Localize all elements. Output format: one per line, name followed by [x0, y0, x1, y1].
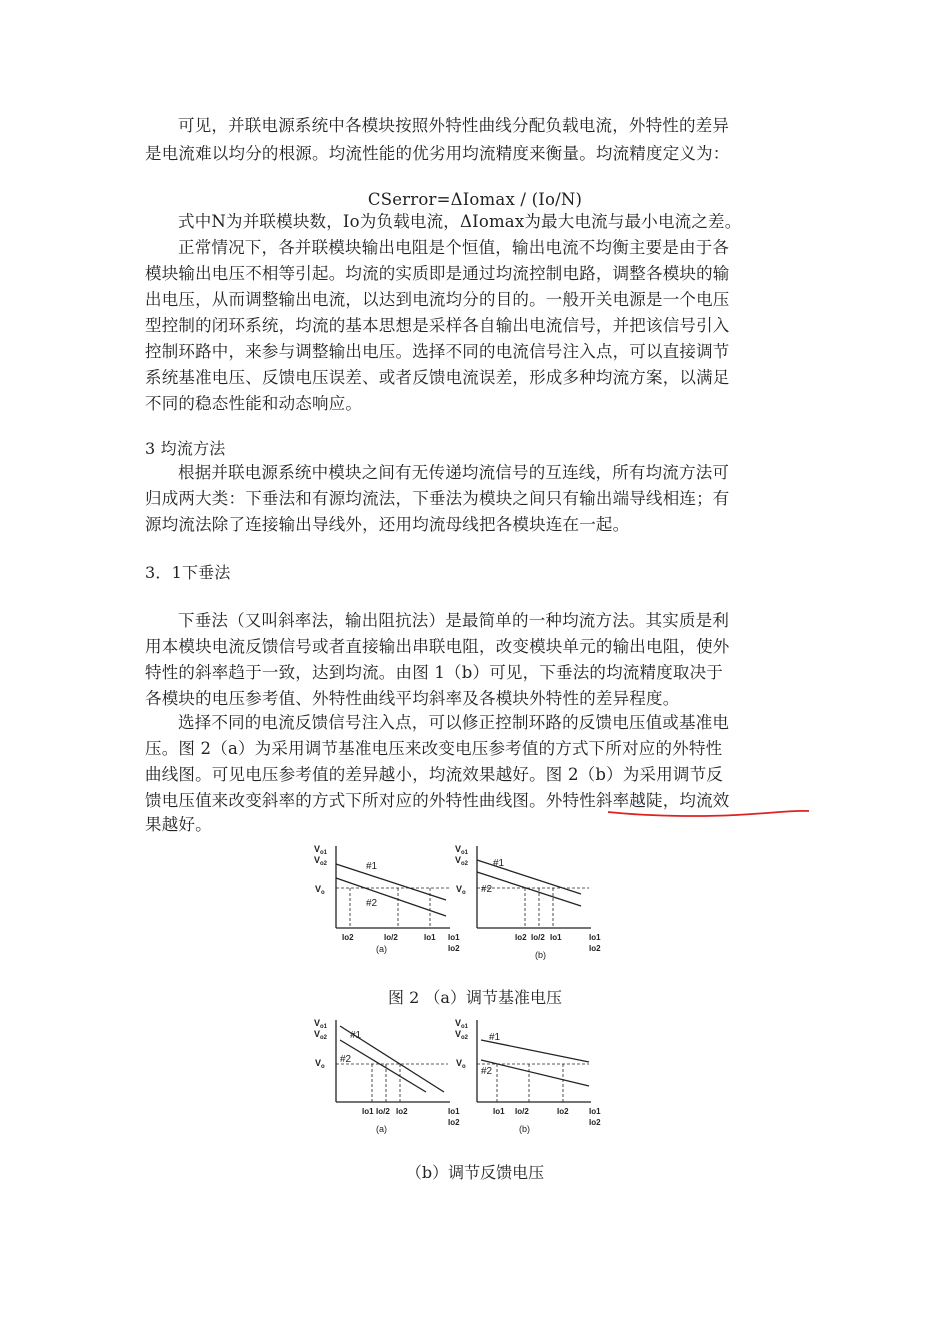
tick-label: Io/2: [531, 933, 545, 942]
curve-1-label: #1: [366, 861, 378, 872]
vo2-label: $V_{o2}$: [455, 855, 469, 867]
curve-2: [336, 878, 446, 916]
vo-label: $V_o$: [315, 1058, 325, 1070]
curve-1: [336, 864, 446, 900]
axis-label: Io2: [448, 944, 460, 953]
panel-tag: (b): [535, 950, 546, 960]
red-underline-annotation: [606, 806, 811, 820]
paragraph-line: 式中N为并联模块数，Io为负载电流，ΔIomax为最大电流与最小电流之差。: [178, 212, 742, 231]
section-heading: 3 均流方法: [145, 439, 226, 458]
paragraph-line: 控制环路中，来参与调整输出电压。选择不同的电流信号注入点，可以直接调节: [145, 342, 730, 361]
vo-label: $V_o$: [315, 884, 325, 896]
paragraph-line: 型控制的闭环系统，均流的基本思想是采样各自输出电流信号，并把该信号引入: [145, 316, 730, 335]
curve-2-label: #2: [366, 898, 378, 909]
panel-tag: (a): [376, 1124, 387, 1134]
panel-b: [455, 844, 601, 960]
paragraph-line: 是电流难以均分的根源。均流性能的优劣用均流精度来衡量。均流精度定义为：: [145, 144, 730, 163]
curve-1: [481, 1040, 589, 1062]
paragraph-line: 曲线图。可见电压参考值的差异越小，均流效果越好。图 2（b）为采用调节反: [145, 765, 724, 784]
figure-caption: （b）调节反馈电压: [405, 1163, 545, 1182]
paragraph-line: 出电压，从而调整输出电流，以达到电流均分的目的。一般开关电源是一个电压: [145, 290, 730, 309]
section-heading: 3．1下垂法: [145, 563, 231, 582]
curve-2-label: #2: [481, 1066, 493, 1077]
tick-label: Io1: [424, 933, 436, 942]
paragraph-line: 模块输出电压不相等引起。均流的实质即是通过均流控制电路，调整各模块的输: [145, 264, 730, 283]
paragraph-line: 归成两大类：下垂法和有源均流法，下垂法为模块之间只有输出端导线相连；有: [145, 489, 730, 508]
tick-label: Io1: [493, 1107, 505, 1116]
figure-row-2: [310, 1016, 610, 1138]
axis-label: Io1: [448, 933, 460, 942]
axis-label: Io1: [589, 933, 601, 942]
paragraph-line: 系统基准电压、反馈电压误差、或者反馈电流误差，形成多种均流方案，以满足: [145, 368, 730, 387]
tick-label: Io1: [362, 1107, 374, 1116]
curve-2-label: #2: [481, 884, 493, 895]
paragraph-line: 果越好。: [145, 815, 212, 834]
vo1-label: $V_{o1}$: [455, 1018, 469, 1030]
figure-caption: 图 2 （a）调节基准电压: [388, 988, 562, 1007]
panel-a: [314, 844, 460, 954]
tick-label: Io2: [557, 1107, 569, 1116]
vo2-label: $V_{o2}$: [314, 855, 328, 867]
paragraph-line: 可见，并联电源系统中各模块按照外特性曲线分配负载电流，外特性的差异: [178, 116, 730, 135]
vo-label: $V_o$: [456, 884, 466, 896]
paragraph-line: 源均流法除了连接输出导线外，还用均流母线把各模块连在一起。: [145, 515, 630, 534]
axis-label: Io1: [589, 1107, 601, 1116]
paragraph-line: 各模块的电压参考值、外特性曲线平均斜率及各模块外特性的差异程度。: [145, 689, 680, 708]
vo1-label: $V_{o1}$: [455, 844, 469, 856]
paragraph-line: 压。图 2（a）为采用调节基准电压来改变电压参考值的方式下所对应的外特性: [145, 739, 723, 758]
curve-1-label: #1: [493, 858, 505, 869]
paragraph-line: 选择不同的电流反馈信号注入点，可以修正控制环路的反馈电压值或基准电: [178, 713, 730, 732]
axis-label: Io2: [589, 1118, 601, 1127]
panel-b: [455, 1018, 601, 1134]
panel-a: [314, 1018, 460, 1134]
curve-2: [340, 1040, 426, 1092]
paragraph-text: 馈电压值来改变斜率的方式下所对应的外特性曲线图。: [145, 791, 546, 810]
highlighted-text: 外特性斜率越陡，均流效: [545, 791, 730, 810]
axis-label: Io2: [589, 944, 601, 953]
tick-label: Io/2: [515, 1107, 529, 1116]
vo2-label: $V_{o2}$: [455, 1029, 469, 1041]
tick-label: Io2: [342, 933, 354, 942]
figure-2b-diagram: [310, 1016, 610, 1138]
curve-2-label: #2: [340, 1054, 352, 1065]
paragraph-line: 特性的斜率趋于一致，达到均流。由图 1（b）可见，下垂法的均流精度取决于: [145, 663, 724, 682]
vo1-label: $V_{o1}$: [314, 1018, 328, 1030]
tick-label: Io2: [396, 1107, 408, 1116]
axis-label: Io2: [448, 1118, 460, 1127]
curve-1-label: #1: [350, 1030, 362, 1041]
paragraph-line: 不同的稳态性能和动态响应。: [145, 394, 363, 413]
tick-label: Io/2: [384, 933, 398, 942]
panel-tag: (a): [376, 944, 387, 954]
paragraph-line: 下垂法（又叫斜率法，输出阻抗法）是最简单的一种均流方法。其实质是利: [178, 611, 730, 630]
axis-label: Io1: [448, 1107, 460, 1116]
figure-2a-diagram: [310, 842, 610, 964]
vo1-label: $V_{o1}$: [314, 844, 328, 856]
paragraph-line: 根据并联电源系统中模块之间有无传递均流信号的互连线，所有均流方法可: [178, 463, 730, 482]
paragraph-line: 正常情况下，各并联模块输出电阻是个恒值，输出电流不均衡主要是由于各: [178, 238, 730, 257]
curve-1-label: #1: [489, 1032, 501, 1043]
tick-label: Io/2: [376, 1107, 390, 1116]
tick-label: Io1: [550, 933, 562, 942]
tick-label: Io2: [515, 933, 527, 942]
vo2-label: $V_{o2}$: [314, 1029, 328, 1041]
paragraph-line: 用本模块电流反馈信号或者直接输出串联电阻，改变模块单元的输出电阻，使外: [145, 637, 730, 656]
formula: CSerror=ΔIomax / (Io/N): [367, 190, 583, 209]
figure-row-1: [310, 842, 610, 964]
panel-tag: (b): [519, 1124, 530, 1134]
vo-label: $V_o$: [456, 1058, 466, 1070]
